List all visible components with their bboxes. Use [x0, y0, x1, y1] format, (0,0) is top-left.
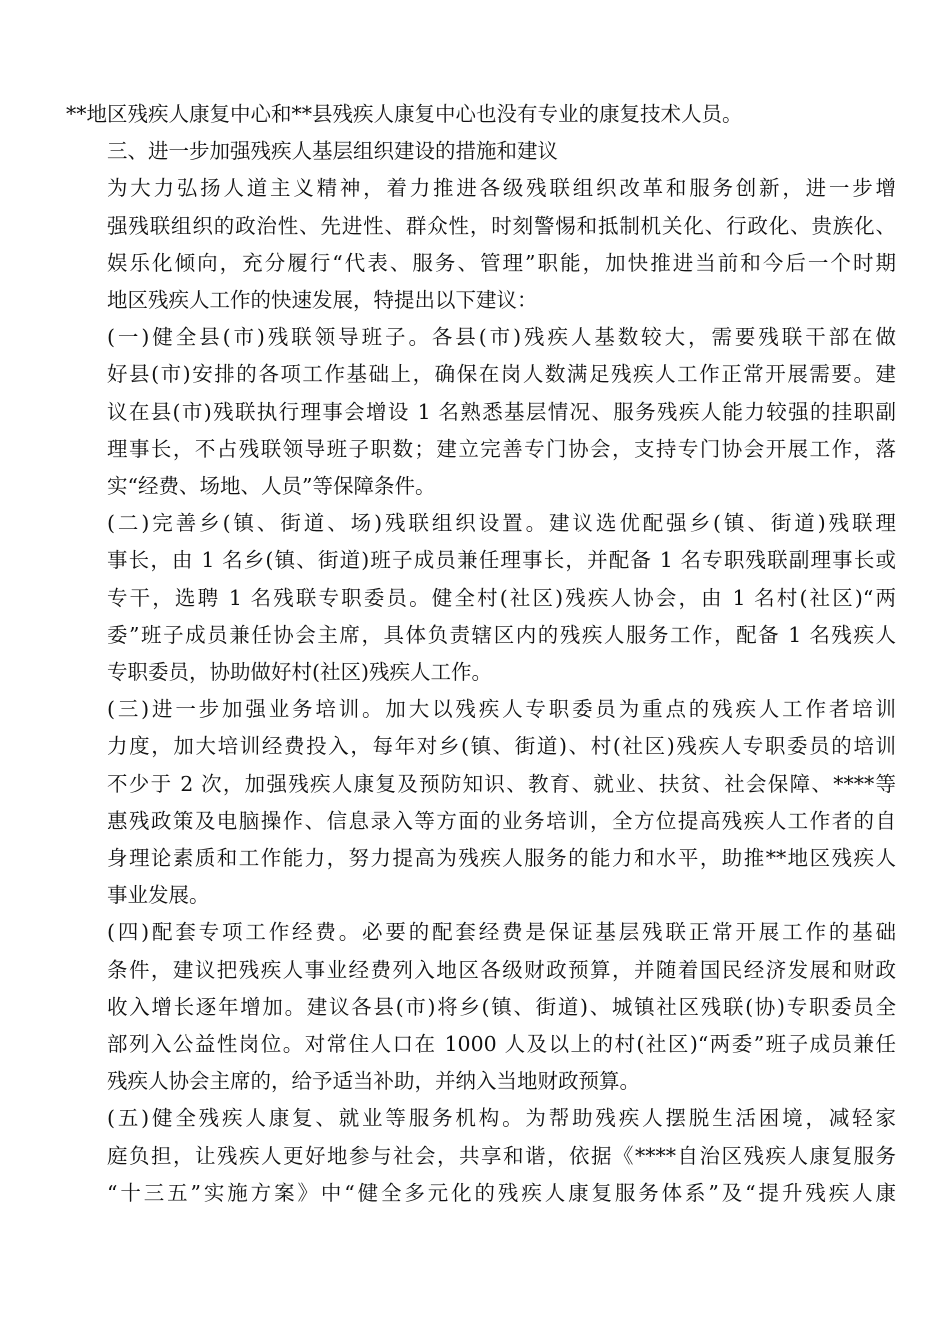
paragraph	[66, 914, 896, 1100]
paragraph-line: 地区残疾人工作的快速发展，特提出以下建议：	[107, 288, 538, 313]
paragraph-line: 条件，建议把残疾人事业经费列入地区各级财政预算，并随着国民经济发展和财政	[107, 957, 896, 982]
document-body	[66, 96, 896, 1212]
paragraph-line: 惠残政策及电脑操作、信息录入等方面的业务培训，全方位提高残疾人工作者的自	[107, 808, 896, 833]
paragraph	[66, 133, 896, 170]
paragraph-line: (五)健全残疾人康复、就业等服务机构。为帮助残疾人摆脱生活困境，减轻家	[107, 1106, 896, 1131]
paragraph	[66, 319, 896, 505]
paragraph-line: 身理论素质和工作能力，努力提高为残疾人服务的能力和水平，助推**地区残疾人	[107, 846, 896, 871]
paragraph-line: 残疾人协会主席的，给予适当补助，并纳入当地财政预算。	[107, 1069, 640, 1094]
paragraph-line: 好县(市)安排的各项工作基础上，确保在岗人数满足残疾人工作正常开展需要。建	[107, 362, 896, 387]
paragraph-line: 事业发展。	[107, 883, 210, 908]
paragraph-line: “十三五”实施方案》中“健全多元化的残疾人康复服务体系”及“提升残疾人康	[107, 1180, 896, 1205]
paragraph-line: 专干，选聘 1 名残联专职委员。健全村(社区)残疾人协会，由 1 名村(社区)“两	[107, 585, 896, 610]
paragraph-line: 议在县(市)残联执行理事会增设 1 名熟悉基层情况、服务残疾人能力较强的挂职副	[107, 399, 896, 424]
paragraph-line: **地区残疾人康复中心和**县残疾人康复中心也没有专业的康复技术人员。	[66, 102, 743, 126]
paragraph-line: 三、进一步加强残疾人基层组织建设的措施和建议	[107, 139, 558, 164]
paragraph	[66, 170, 896, 319]
paragraph-line: 力度，加大培训经费投入，每年对乡(镇、街道)、村(社区)残疾人专职委员的培训	[107, 734, 896, 759]
paragraph	[66, 691, 896, 914]
paragraph-line: 实“经费、场地、人员”等保障条件。	[107, 474, 436, 499]
paragraph-line: 部列入公益性岗位。对常住人口在 1000 人及以上的村(社区)“两委”班子成员兼任	[107, 1032, 896, 1057]
paragraph-line: 庭负担，让残疾人更好地参与社会，共享和谐，依据《****自治区残疾人康复服务	[107, 1143, 896, 1168]
paragraph-line: 委”班子成员兼任协会主席，具体负责辖区内的残疾人服务工作，配备 1 名残疾人	[107, 622, 896, 647]
paragraph-line: 为大力弘扬人道主义精神，着力推进各级残联组织改革和服务创新，进一步增	[107, 176, 896, 201]
paragraph-line: (三)进一步加强业务培训。加大以残疾人专职委员为重点的残疾人工作者培训	[107, 697, 896, 722]
paragraph	[66, 505, 896, 691]
paragraph-line: (二)完善乡(镇、街道、场)残联组织设置。建议选优配强乡(镇、街道)残联理	[107, 511, 896, 536]
paragraph	[66, 96, 896, 133]
paragraph-line: 娱乐化倾向，充分履行“代表、服务、管理”职能，加快推进当前和今后一个时期	[107, 250, 896, 275]
paragraph-line: 专职委员，协助做好村(社区)残疾人工作。	[107, 660, 492, 685]
paragraph-line: 理事长，不占残联领导班子职数；建立完善专门协会，支持专门协会开展工作，落	[107, 436, 896, 461]
paragraph-line: 事长，由 1 名乡(镇、街道)班子成员兼任理事长，并配备 1 名专职残联副理事长或	[107, 548, 896, 573]
paragraph-line: 收入增长逐年增加。建议各县(市)将乡(镇、街道)、城镇社区残联(协)专职委员全	[107, 994, 896, 1019]
paragraph-line: 不少于 2 次，加强残疾人康复及预防知识、教育、就业、扶贫、社会保障、****等	[107, 771, 896, 796]
paragraph	[66, 1100, 896, 1212]
paragraph-line: (一)健全县(市)残联领导班子。各县(市)残疾人基数较大，需要残联干部在做	[107, 325, 896, 350]
paragraph-line: (四)配套专项工作经费。必要的配套经费是保证基层残联正常开展工作的基础	[107, 920, 896, 945]
paragraph-line: 强残联组织的政治性、先进性、群众性，时刻警惕和抵制机关化、行政化、贵族化、	[107, 213, 896, 238]
